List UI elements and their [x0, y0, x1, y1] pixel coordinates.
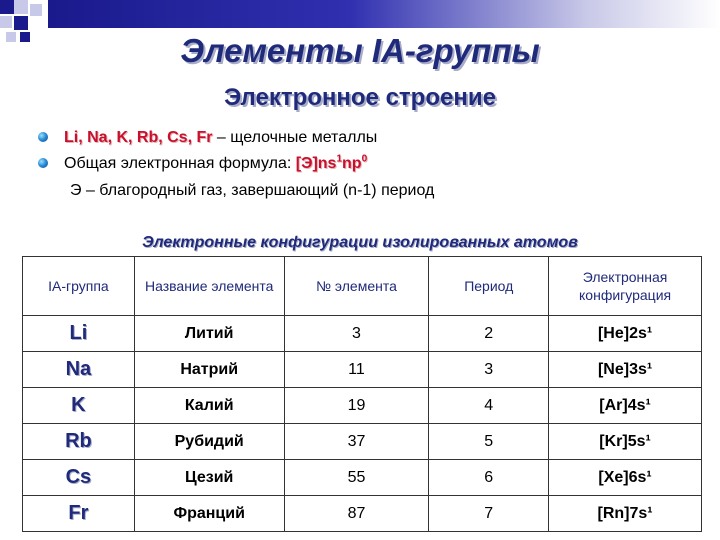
bullet-item	[38, 152, 698, 178]
element-name: Рубидий	[134, 424, 284, 460]
noble-gas-note: Э – благородный газ, завершающий (n-1) период	[70, 182, 435, 199]
column-header: IA-группа	[23, 257, 135, 316]
element-symbol: K	[23, 388, 135, 424]
electron-configuration: [Ne]3s¹	[549, 352, 702, 388]
element-name: Калий	[134, 388, 284, 424]
bullet-text: – щелочные металлы	[212, 129, 378, 146]
column-header: Электронная конфигурация	[549, 257, 702, 316]
element-number: 19	[284, 388, 429, 424]
electron-configuration: [Ar]4s¹	[549, 388, 702, 424]
column-header: № элемента	[284, 257, 429, 316]
element-number: 11	[284, 352, 429, 388]
formula-superscript: 1	[336, 153, 343, 165]
electron-configuration: [Kr]5s¹	[549, 424, 702, 460]
element-symbol: Na	[23, 352, 135, 388]
element-symbol: Cs	[23, 460, 135, 496]
element-period: 7	[429, 496, 549, 532]
general-formula	[296, 155, 367, 172]
element-name: Литий	[134, 316, 284, 352]
table-row	[23, 496, 702, 532]
element-name: Франций	[134, 496, 284, 532]
column-header: Период	[429, 257, 549, 316]
bullet-icon	[38, 132, 48, 142]
bullet-list	[38, 126, 698, 178]
electron-configuration: [Xe]6s¹	[549, 460, 702, 496]
deco-square	[0, 16, 12, 28]
table-row	[23, 316, 702, 352]
table-header-row	[23, 257, 702, 316]
bullet-icon	[38, 158, 48, 168]
page-title: Элементы IA-группы	[180, 32, 540, 69]
deco-square	[14, 0, 28, 14]
deco-square	[0, 0, 14, 14]
element-period: 4	[429, 388, 549, 424]
formula-middle: np	[342, 155, 362, 172]
element-number: 55	[284, 460, 429, 496]
element-number: 87	[284, 496, 429, 532]
alkali-metals-list: Li, Na, K, Rb, Cs, Fr	[64, 129, 213, 146]
element-period: 6	[429, 460, 549, 496]
column-header: Название элемента	[134, 257, 284, 316]
formula-base: [Э]ns	[295, 155, 337, 172]
element-symbol: Rb	[23, 424, 135, 460]
element-symbol: Fr	[23, 496, 135, 532]
element-number: 3	[284, 316, 429, 352]
table-row	[23, 424, 702, 460]
deco-square	[30, 4, 42, 16]
header-gradient-bar	[48, 0, 720, 28]
page-subtitle: Электронное строение	[224, 84, 496, 111]
bullet-text: Общая электронная формула:	[64, 155, 296, 172]
element-period: 3	[429, 352, 549, 388]
table-caption: Электронные конфигурации изолированных атомов	[142, 234, 578, 251]
table-row	[23, 352, 702, 388]
table-row	[23, 460, 702, 496]
electron-configuration: [Rn]7s¹	[549, 496, 702, 532]
element-period: 5	[429, 424, 549, 460]
element-name: Натрий	[134, 352, 284, 388]
electron-configuration: [He]2s¹	[549, 316, 702, 352]
bullet-item	[38, 126, 698, 152]
formula-superscript: 0	[361, 153, 368, 165]
element-number: 37	[284, 424, 429, 460]
deco-square	[14, 16, 28, 30]
element-symbol: Li	[23, 316, 135, 352]
element-name: Цезий	[134, 460, 284, 496]
table-row	[23, 388, 702, 424]
element-period: 2	[429, 316, 549, 352]
configuration-table	[22, 256, 702, 532]
